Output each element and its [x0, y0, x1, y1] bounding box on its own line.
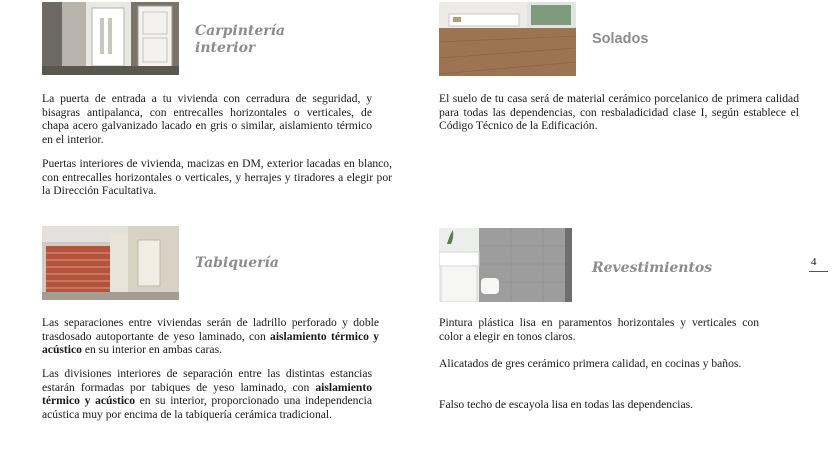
- bathroom-photo: [439, 228, 572, 302]
- tabiqueria-paragraph-1: [42, 316, 379, 357]
- tabiqueria-paragraph-2: [42, 367, 372, 421]
- tabiqueria-p2-bold: aislamiento térmico y acústico: [42, 380, 372, 408]
- page-number-rule: [809, 271, 828, 272]
- page-number: 4: [811, 256, 817, 268]
- tabiqueria-p1-text-a: Las separaciones entre viviendas serán de ladrillo perforado y doble trasdosado autoportante de yeso laminado, con: [42, 316, 379, 343]
- revestimientos-title: Revestimientos: [592, 260, 713, 276]
- tabiqueria-title: Tabiquería: [195, 255, 279, 271]
- tabiqueria-p2-text-a: Las divisiones interiores de separación entre las distintas estancias estarán formadas por tabiques de yeso laminado, con: [42, 367, 372, 394]
- revestimientos-paragraph-2: Alicatados de gres cerámico primera calidad, en cocinas y baños.: [439, 357, 742, 370]
- revestimientos-paragraph-3: Falso techo de escayola lisa en todas las dependencias.: [439, 398, 694, 411]
- doors-photo: [42, 2, 179, 75]
- revestimientos-paragraph-1: Pintura plástica lisa en paramentos horizontales y verticales con color a elegir en tonos claros.: [439, 316, 759, 343]
- solados-paragraph-1: El suelo de tu casa será de material cerámico porcelanico de primera calidad para todas las dependencias, con resbaladicidad clase I, según establece el Código Técnico de la Edificación.: [439, 92, 799, 133]
- brick-wall-photo: [42, 226, 179, 300]
- carpinteria-paragraph-1: La puerta de entrada a tu vivienda con cerradura de seguridad, y bisagras antipalanca, con entrecalles horizontales o verticales, de chapa acero galvanizado lacado en gris o similar, aislamiento térmico en el interior.: [42, 92, 372, 146]
- floor-photo: [439, 2, 576, 76]
- tabiqueria-p1-text-c: en su interior en ambas caras.: [81, 343, 222, 357]
- tabiqueria-p2-text-c: en su interior, proporcionado una independencia acústica muy por encima de la tabiquería cerámica tradicional.: [42, 394, 372, 421]
- tabiqueria-p1-bold: aislamiento térmico y acústico: [42, 329, 379, 357]
- carpinteria-paragraph-2: Puertas interiores de vivienda, macizas en DM, exterior lacadas en blanco, con entrecalles horizontales o verticales, y herrajes y tiradores a elegir por la Dirección Facultativa.: [42, 157, 392, 198]
- carpinteria-title: Carpintería interior: [195, 23, 286, 56]
- solados-title: Solados: [592, 31, 649, 47]
